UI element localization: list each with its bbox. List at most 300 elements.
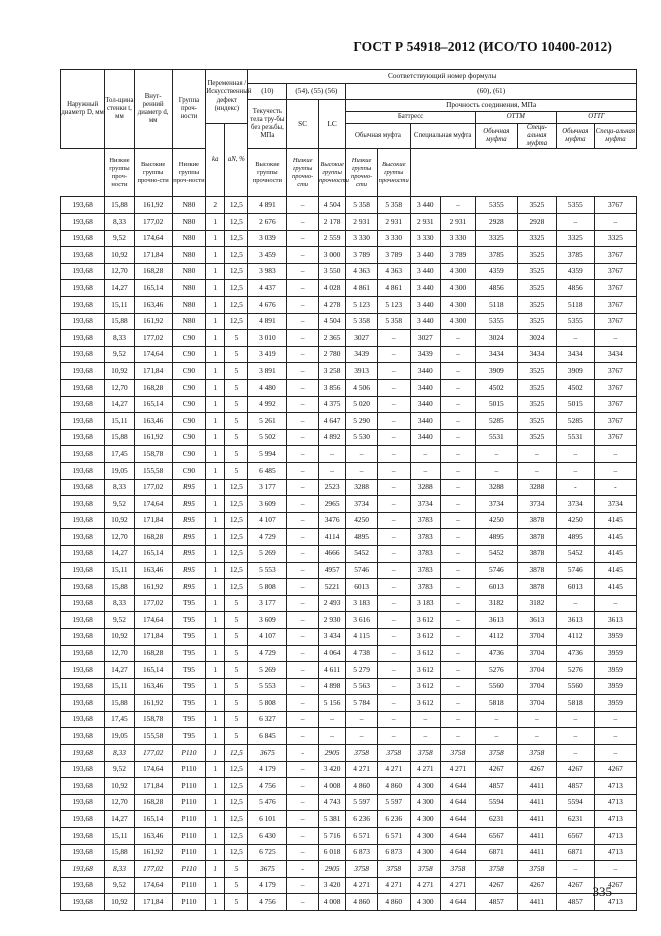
table-cell: – (377, 396, 410, 413)
table-cell: 12,5 (225, 562, 248, 579)
table-cell: 3 550 (318, 263, 345, 280)
table-cell: 4267 (556, 877, 594, 894)
table-cell: 5118 (475, 297, 517, 314)
table-cell: 8,33 (105, 214, 134, 231)
col-an: aN, % (225, 124, 248, 197)
table-cell: – (377, 662, 410, 679)
table-cell: 4 756 (248, 894, 287, 911)
table-cell: 193,68 (61, 728, 105, 745)
table-cell: 4 179 (248, 877, 287, 894)
table-cell: – (287, 380, 319, 397)
table-cell: 174,64 (134, 761, 172, 778)
table-cell: 3959 (594, 695, 636, 712)
table-cell: 3440 (410, 363, 441, 380)
ottg-header: ОТТГ (556, 112, 636, 124)
table-cell: 2 931 (346, 214, 378, 231)
table-cell: 3 612 (410, 628, 441, 645)
table-cell: – (441, 595, 476, 612)
table-cell: 4 644 (441, 794, 476, 811)
col-wall-thickness: Тол-щина стенки t, мм (105, 70, 134, 149)
table-cell: 3734 (594, 496, 636, 513)
table-cell: 4 107 (248, 628, 287, 645)
table-row (61, 811, 637, 828)
table-cell: 4857 (475, 778, 517, 795)
table-cell: – (594, 711, 636, 728)
table-cell: 5 279 (346, 662, 378, 679)
table-cell: – (377, 479, 410, 496)
table-cell: C90 (172, 446, 206, 463)
table-cell: C90 (172, 429, 206, 446)
table-cell: 3704 (517, 678, 556, 695)
table-cell: 171,84 (134, 628, 172, 645)
table-cell: 155,58 (134, 728, 172, 745)
table-cell: 165,14 (134, 662, 172, 679)
table-cell: 6567 (556, 828, 594, 845)
table-cell: 193,68 (61, 380, 105, 397)
table-cell: 5355 (475, 313, 517, 330)
table-cell: 6 873 (346, 844, 378, 861)
table-cell: 1 (206, 330, 225, 347)
table-cell: 6 485 (248, 462, 287, 479)
table-cell: 4 179 (248, 761, 287, 778)
table-cell: 12,5 (225, 794, 248, 811)
table-cell: – (410, 446, 441, 463)
table-cell: 5746 (556, 562, 594, 579)
table-cell: 165,14 (134, 280, 172, 297)
table-cell: 177,02 (134, 479, 172, 496)
table-cell: 3758 (377, 745, 410, 762)
table-cell: 3 459 (248, 247, 287, 264)
table-cell: 8,33 (105, 595, 134, 612)
table-cell: 4666 (318, 545, 345, 562)
table-cell: – (441, 529, 476, 546)
table-cell: – (594, 214, 636, 231)
table-cell: 4112 (556, 628, 594, 645)
table-cell: 5 123 (377, 297, 410, 314)
table-cell: – (377, 678, 410, 695)
table-cell: 4 644 (441, 778, 476, 795)
table-cell: 4 300 (410, 828, 441, 845)
table-cell: 3767 (594, 297, 636, 314)
table-cell: 12,5 (225, 545, 248, 562)
table-cell: 10,92 (105, 247, 134, 264)
table-cell: 5276 (475, 662, 517, 679)
table-cell: – (287, 529, 319, 546)
table-cell: 12,70 (105, 529, 134, 546)
table-cell: 177,02 (134, 745, 172, 762)
table-cell: 3913 (346, 363, 378, 380)
table-cell: 14,27 (105, 545, 134, 562)
table-cell: 4411 (517, 811, 556, 828)
table-cell: – (287, 446, 319, 463)
table-cell: 1 (206, 711, 225, 728)
table-cell: 3785 (475, 247, 517, 264)
table-cell: 9,52 (105, 496, 134, 513)
table-cell: 5 (225, 894, 248, 911)
table-cell: 4 644 (441, 844, 476, 861)
table-cell: 5452 (346, 545, 378, 562)
table-cell: 3 010 (248, 330, 287, 347)
formula-number-header: Соответствующий номер формулы (248, 70, 637, 84)
table-cell: 193,68 (61, 778, 105, 795)
table-cell: 1 (206, 247, 225, 264)
table-cell: P110 (172, 794, 206, 811)
ottm-header: ОТТМ (475, 112, 556, 124)
table-cell: 5355 (475, 197, 517, 214)
table-cell: 5355 (556, 313, 594, 330)
table-cell: 193,68 (61, 429, 105, 446)
table-cell: N80 (172, 230, 206, 247)
table-row (61, 330, 637, 347)
table-cell: 3476 (318, 512, 345, 529)
table-cell: 193,68 (61, 711, 105, 728)
table-cell: – (556, 595, 594, 612)
table-cell: 177,02 (134, 214, 172, 231)
table-cell: 1 (206, 579, 225, 596)
table-cell: 5594 (475, 794, 517, 811)
table-cell: N80 (172, 297, 206, 314)
table-cell: 14,27 (105, 662, 134, 679)
table-row (61, 877, 637, 894)
table-cell: N80 (172, 263, 206, 280)
table-cell: 12,5 (225, 778, 248, 795)
table-cell: 4895 (475, 529, 517, 546)
table-cell: 168,28 (134, 263, 172, 280)
table-cell: – (441, 462, 476, 479)
table-cell: – (287, 297, 319, 314)
table-row (61, 545, 637, 562)
table-cell: – (441, 645, 476, 662)
table-cell: – (287, 512, 319, 529)
table-cell: – (377, 579, 410, 596)
table-cell: 3525 (517, 263, 556, 280)
table-cell: 3767 (594, 413, 636, 430)
table-cell: N80 (172, 247, 206, 264)
table-cell: – (287, 645, 319, 662)
table-cell: – (287, 330, 319, 347)
table-cell: 174,64 (134, 496, 172, 513)
table-cell: R95 (172, 545, 206, 562)
table-row (61, 562, 637, 579)
table-cell: 2 930 (318, 612, 345, 629)
table-cell: 4267 (517, 761, 556, 778)
table-cell: 3959 (594, 645, 636, 662)
table-cell: 2928 (475, 214, 517, 231)
table-cell: 4 300 (410, 811, 441, 828)
table-cell: 4411 (517, 794, 556, 811)
table-cell: 3434 (556, 346, 594, 363)
table-cell: 10,92 (105, 894, 134, 911)
table-cell: 9,52 (105, 346, 134, 363)
table-cell: – (441, 695, 476, 712)
table-cell: 193,68 (61, 496, 105, 513)
table-cell: – (287, 313, 319, 330)
table-cell: 5818 (556, 695, 594, 712)
formula-10: (10) (248, 84, 287, 100)
table-cell: – (287, 197, 319, 214)
table-cell: 4 300 (410, 894, 441, 911)
table-cell: – (517, 462, 556, 479)
table-cell: 5746 (346, 562, 378, 579)
table-cell: – (287, 280, 319, 297)
table-cell: – (287, 230, 319, 247)
table-cell: 4713 (594, 828, 636, 845)
table-cell: – (517, 446, 556, 463)
table-row (61, 828, 637, 845)
table-cell: 3758 (441, 745, 476, 762)
table-cell: – (377, 529, 410, 546)
table-cell: – (441, 363, 476, 380)
table-row (61, 247, 637, 264)
table-cell: 6013 (556, 579, 594, 596)
table-cell: 3 789 (441, 247, 476, 264)
table-row (61, 695, 637, 712)
table-cell: 193,68 (61, 861, 105, 878)
table-cell: 1 (206, 479, 225, 496)
table-cell: 1 (206, 844, 225, 861)
table-cell: 3439 (410, 346, 441, 363)
table-cell: 5 269 (248, 545, 287, 562)
table-cell: 3758 (475, 861, 517, 878)
table-cell: 3767 (594, 263, 636, 280)
table-cell: 6 236 (346, 811, 378, 828)
table-cell: 3 856 (318, 380, 345, 397)
table-cell: 5 381 (318, 811, 345, 828)
table-cell: 6 571 (377, 828, 410, 845)
table-cell: 1 (206, 230, 225, 247)
table-cell: 1 (206, 529, 225, 546)
table-cell: 3767 (594, 429, 636, 446)
table-cell: 193,68 (61, 462, 105, 479)
table-cell: 5 (225, 628, 248, 645)
table-cell: 14,27 (105, 811, 134, 828)
table-cell: 6871 (556, 844, 594, 861)
table-cell: 3288 (475, 479, 517, 496)
table-cell: 5 156 (318, 695, 345, 712)
table-cell: 10,92 (105, 628, 134, 645)
table-cell: 5 553 (248, 562, 287, 579)
table-cell: 5 (225, 396, 248, 413)
table-cell: 3 330 (441, 230, 476, 247)
table-cell: 3439 (346, 346, 378, 363)
table-cell: – (441, 612, 476, 629)
table-cell: – (441, 446, 476, 463)
table-row (61, 529, 637, 546)
table-cell: 4 300 (410, 844, 441, 861)
table-cell: 4 300 (410, 794, 441, 811)
table-cell: – (441, 628, 476, 645)
table-cell: 193,68 (61, 562, 105, 579)
table-cell: 15,88 (105, 695, 134, 712)
table-cell: 4 860 (346, 778, 378, 795)
table-cell: 4 729 (248, 529, 287, 546)
table-cell: 4267 (594, 877, 636, 894)
table-cell: – (287, 811, 319, 828)
table-cell: – (410, 462, 441, 479)
table-cell: T95 (172, 595, 206, 612)
table-cell: 6871 (475, 844, 517, 861)
table-cell: – (441, 429, 476, 446)
table-cell: 193,68 (61, 595, 105, 612)
table-cell: 2 676 (248, 214, 287, 231)
table-cell: 168,28 (134, 529, 172, 546)
table-cell: 4267 (517, 877, 556, 894)
table-cell: 193,68 (61, 446, 105, 463)
table-row (61, 263, 637, 280)
table-cell: 3434 (475, 346, 517, 363)
table-row (61, 678, 637, 695)
table-cell: – (377, 496, 410, 513)
table-cell: 1 (206, 645, 225, 662)
sub-low-groups-2: Низкие группы проч-ности (172, 149, 206, 197)
table-row (61, 662, 637, 679)
table-cell: 5 (225, 612, 248, 629)
table-cell: 4 271 (377, 761, 410, 778)
formula-54-56: (54), (55) (56) (287, 84, 346, 100)
table-row (61, 479, 637, 496)
table-cell: 3288 (346, 479, 378, 496)
table-cell: 5 502 (248, 429, 287, 446)
table-cell: 3909 (475, 363, 517, 380)
table-cell: 5 597 (377, 794, 410, 811)
table-cell: 3 609 (248, 496, 287, 513)
table-cell: 193,68 (61, 678, 105, 695)
table-cell: 5560 (475, 678, 517, 695)
table-cell: – (287, 214, 319, 231)
table-cell: T95 (172, 678, 206, 695)
table-cell: – (287, 711, 319, 728)
table-cell: 3878 (517, 562, 556, 579)
table-cell: 1 (206, 413, 225, 430)
table-cell: 4 107 (248, 512, 287, 529)
table-cell: 4 008 (318, 894, 345, 911)
table-cell: 4 300 (441, 297, 476, 314)
table-row (61, 761, 637, 778)
table-cell: – (441, 496, 476, 513)
table-cell: 6567 (475, 828, 517, 845)
table-cell: 4 271 (377, 877, 410, 894)
table-cell: 158,78 (134, 711, 172, 728)
table-cell: 5 269 (248, 662, 287, 679)
table-cell: – (594, 861, 636, 878)
table-cell: R95 (172, 529, 206, 546)
table-cell: 3758 (475, 745, 517, 762)
table-row (61, 778, 637, 795)
table-cell: 4 480 (248, 380, 287, 397)
table-cell: 15,88 (105, 197, 134, 214)
connection-strength-header: Прочность соединения, МПа (346, 100, 637, 112)
table-cell: 5 563 (346, 678, 378, 695)
table-cell: – (556, 462, 594, 479)
table-cell: – (346, 462, 378, 479)
table-cell: 5 (225, 861, 248, 878)
table-cell: 4713 (594, 844, 636, 861)
table-cell: P110 (172, 844, 206, 861)
table-cell: 5355 (556, 197, 594, 214)
table-cell: 2 178 (318, 214, 345, 231)
table-cell: – (594, 330, 636, 347)
table-cell: 12,5 (225, 214, 248, 231)
table-cell: – (594, 446, 636, 463)
table-cell: 5 716 (318, 828, 345, 845)
table-cell: – (441, 545, 476, 562)
table-cell: – (377, 595, 410, 612)
table-cell: 12,5 (225, 828, 248, 845)
table-cell: 5 358 (377, 313, 410, 330)
table-cell: 1 (206, 894, 225, 911)
table-cell: 1 (206, 380, 225, 397)
table-cell: 5746 (475, 562, 517, 579)
table-cell: 10,92 (105, 778, 134, 795)
table-cell: 3 183 (346, 595, 378, 612)
table-cell: 2965 (318, 496, 345, 513)
table-row (61, 214, 637, 231)
table-cell: 1 (206, 545, 225, 562)
table-cell: 3525 (517, 413, 556, 430)
table-cell: 3 440 (410, 313, 441, 330)
table-cell: 3 420 (318, 761, 345, 778)
table-cell: 163,46 (134, 678, 172, 695)
table-cell: 4 743 (318, 794, 345, 811)
table-cell: 3 616 (346, 612, 378, 629)
table-cell: 5 (225, 413, 248, 430)
table-cell: 4 437 (248, 280, 287, 297)
table-cell: - (287, 861, 319, 878)
table-cell: 12,5 (225, 263, 248, 280)
table-cell: 3613 (594, 612, 636, 629)
table-row (61, 794, 637, 811)
table-cell: 2 931 (410, 214, 441, 231)
table-cell: 193,68 (61, 280, 105, 297)
table-cell: – (410, 711, 441, 728)
table-row (61, 579, 637, 596)
table-cell: – (441, 413, 476, 430)
table-cell: – (556, 728, 594, 745)
table-cell: 5276 (556, 662, 594, 679)
table-cell: - (594, 479, 636, 496)
table-cell: 168,28 (134, 380, 172, 397)
table-row (61, 462, 637, 479)
table-cell: 193,68 (61, 828, 105, 845)
table-cell: 12,5 (225, 280, 248, 297)
table-cell: 193,68 (61, 313, 105, 330)
table-row (61, 280, 637, 297)
table-cell: – (287, 628, 319, 645)
table-cell: – (287, 363, 319, 380)
table-cell: T95 (172, 662, 206, 679)
table-cell: 3783 (410, 579, 441, 596)
table-cell: 2905 (318, 745, 345, 762)
table-cell: 5 290 (346, 413, 378, 430)
table-cell: 1 (206, 828, 225, 845)
table-cell: 4 271 (346, 761, 378, 778)
table-cell: 3704 (517, 695, 556, 712)
table-cell: – (287, 778, 319, 795)
table-cell: – (377, 346, 410, 363)
table-cell: 193,68 (61, 512, 105, 529)
table-cell: 1 (206, 280, 225, 297)
table-cell: 5 (225, 595, 248, 612)
table-cell: 4267 (475, 761, 517, 778)
table-cell: 6 101 (248, 811, 287, 828)
table-cell: 1 (206, 595, 225, 612)
table-cell: P110 (172, 861, 206, 878)
table-row (61, 844, 637, 861)
table-cell: 3704 (517, 662, 556, 679)
table-cell: 6 845 (248, 728, 287, 745)
table-cell: – (377, 645, 410, 662)
table-cell: 5015 (475, 396, 517, 413)
